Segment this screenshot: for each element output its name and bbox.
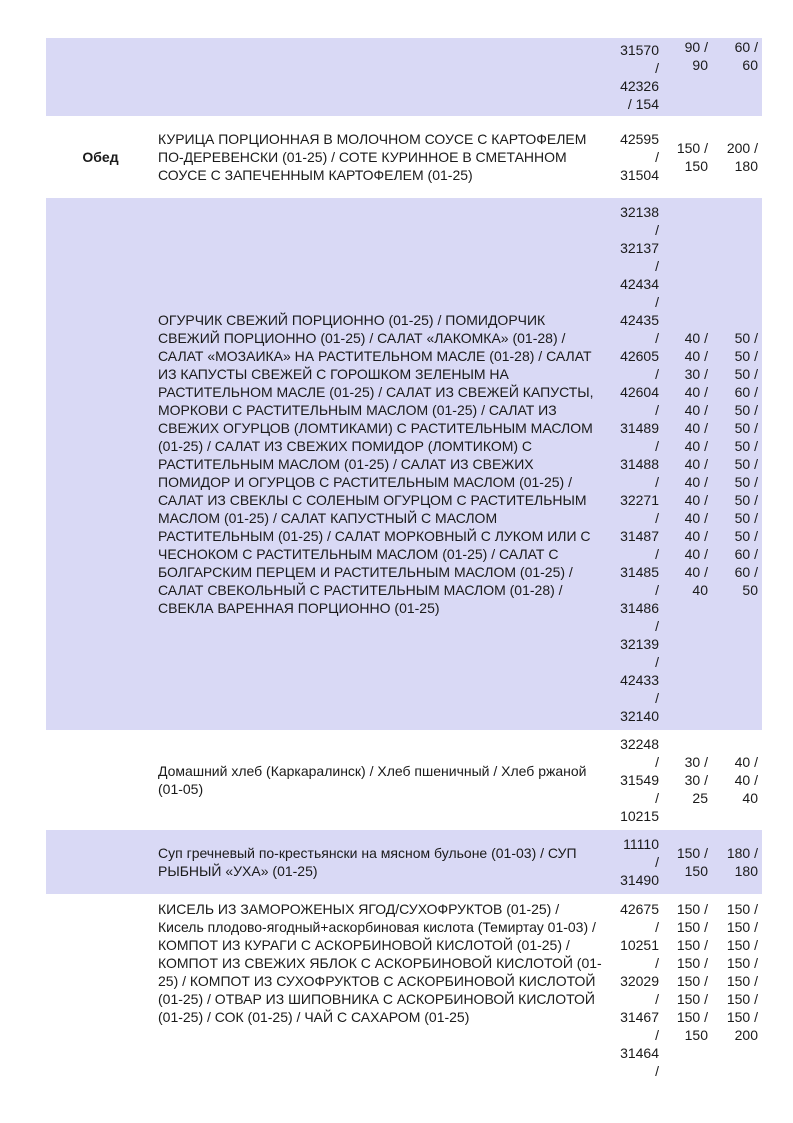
table-row — [46, 116, 762, 198]
portion-line: 40 — [692, 582, 708, 598]
portion-line: 40 / — [734, 754, 758, 770]
code-cell — [609, 116, 663, 198]
portion-2-cell — [712, 198, 762, 730]
portion-line: 40 / — [684, 456, 708, 472]
portion-line: 150 / — [676, 901, 708, 917]
portion-line: 50 / — [734, 474, 758, 490]
table-row — [46, 730, 762, 830]
code-line: / — [655, 618, 659, 634]
code-line: 31487 — [620, 528, 659, 544]
code-line: / — [655, 790, 659, 806]
meal-cell — [46, 730, 155, 830]
dish-cell: КИСЕЛЬ ИЗ ЗАМОРОЖЕНЫХ ЯГОД/СУХОФРУКТОВ (01-25) / Кисель плодово-ягодный+аскорбиновая кислота (Темиртау 01-03) / КОМПОТ ИЗ КУРАГИ С АСКОРБИНОВОЙ КИСЛОТОЙ (01-25) / КОМПОТ ИЗ СВЕЖИХ ЯБЛОК С АСКОРБИНОВОЙ КИСЛОТОЙ (01-25) / КОМПОТ ИЗ СУХОФРУКТОВ С АСКОРБИНОВОЙ КИСЛОТОЙ (01-25) / ОТВАР ИЗ ШИПОВНИКА С АСКОРБИНОВОЙ КИСЛОТОЙ (01-25) / СОК (01-25) / ЧАЙ С САХАРОМ (01-25) — [158, 901, 602, 1025]
portion-line: 150 / — [676, 919, 708, 935]
meal-cell — [46, 830, 155, 894]
portion-line: 180 — [734, 863, 758, 879]
code-line: 42326 — [620, 78, 659, 94]
portion-line: 50 / — [734, 492, 758, 508]
portion-line: 50 / — [734, 402, 758, 418]
portion-line: 180 — [734, 158, 758, 174]
portion-line: 40 / — [684, 438, 708, 454]
portion-line: 40 / — [684, 384, 708, 400]
portion-line: 50 / — [734, 420, 758, 436]
code-line: 32029 — [620, 973, 659, 989]
code-line: / — [655, 330, 659, 346]
portion-line: 150 — [684, 158, 708, 174]
code-line: 31490 — [620, 872, 659, 888]
portion-line: 40 / — [684, 510, 708, 526]
code-line: / — [655, 366, 659, 382]
code-line: / — [655, 294, 659, 310]
code-line: 32271 — [620, 492, 659, 508]
dish-cell: ОГУРЧИК СВЕЖИЙ ПОРЦИОННО (01-25) / ПОМИДОРЧИК СВЕЖИЙ ПОРЦИОННО (01-25) / САЛАТ «ЛАКОМКА» (01-28) / САЛАТ «МОЗАИКА» НА РАСТИТЕЛЬНОМ МАСЛЕ (01-28) / САЛАТ ИЗ КАПУСТЫ СВЕЖЕЙ С ГОРОШКОМ ЗЕЛЕНЫМ НА РАСТИТЕЛЬНОМ МАСЛЕ (01-25) / САЛАТ ИЗ СВЕЖЕЙ КАПУСТЫ, МОРКОВИ С РАСТИТЕЛЬНЫМ МАСЛОМ (01-25) / САЛАТ ИЗ СВЕЖИХ ОГУРЦОВ (ЛОМТИКАМИ) С РАСТИТЕЛЬНЫМ МАСЛОМ (01-25) / САЛАТ ИЗ СВЕЖИХ ПОМИДОР (ЛОМТИКОМ) С РАСТИТЕЛЬНЫМ МАСЛОМ (01-25) / САЛАТ ИЗ СВЕЖИХ ПОМИДОР И ОГУРЦОВ С РАСТИТЕЛЬНЫМ МАСЛОМ (01-25) / САЛАТ ИЗ СВЕКЛЫ С СОЛЕНЫМ ОГУРЦОМ С РАСТИТЕЛЬНЫМ МАСЛОМ (01-25) / САЛАТ КАПУСТНЫЙ С МАСЛОМ РАСТИТЕЛЬНЫМ (01-25) / САЛАТ МОРКОВНЫЙ С ЛУКОМ ИЛИ С ЧЕСНОКОМ С РАСТИТЕЛЬНЫМ МАСЛОМ (01-25) / САЛАТ С БОЛГАРСКИМ ПЕРЦЕМ И РАСТИТЕЛЬНЫМ МАСЛОМ (01-25) / САЛАТ СВЕКОЛЬНЫЙ С РАСТИТЕЛЬНЫМ МАСЛОМ (01-28) / СВЕКЛА ВАРЕННАЯ ПОРЦИОННО (01-25) — [155, 198, 609, 730]
table-row — [46, 894, 762, 1084]
code-line: 31489 — [620, 420, 659, 436]
portion-line: 40 / — [684, 348, 708, 364]
dish-cell: Домашний хлеб (Каркаралинск) / Хлеб пшеничный / Хлеб ржаной (01-05) — [158, 763, 587, 797]
portion-line: 50 / — [734, 510, 758, 526]
code-line: 10251 — [620, 937, 659, 953]
portion-line: 40 / — [684, 420, 708, 436]
portion-line: 40 — [742, 790, 758, 806]
code-line: / 154 — [627, 96, 659, 112]
code-line: 42604 — [620, 384, 659, 400]
portion-line: 50 / — [734, 348, 758, 364]
menu-table — [46, 38, 762, 1084]
portion-1-cell — [663, 830, 712, 894]
portion-line: 60 / — [734, 384, 758, 400]
portion-1-cell — [663, 198, 712, 730]
dish-cell — [155, 38, 609, 116]
portion-line: 40 / — [684, 564, 708, 580]
portion-line: 150 — [684, 1027, 708, 1043]
dish-cell: КУРИЦА ПОРЦИОННАЯ В МОЛОЧНОМ СОУСЕ С КАРТОФЕЛЕМ ПО-ДЕРЕВЕНСКИ (01-25) / СОТЕ КУРИННОЕ В СМЕТАННОМ СОУСЕ С ЗАПЕЧЕННЫМ КАРТОФЕЛЕМ (01-25) — [158, 131, 587, 183]
portion-1-cell — [663, 38, 712, 116]
portion-line: 60 / — [734, 546, 758, 562]
portion-line: 40 / — [684, 528, 708, 544]
code-cell — [609, 894, 663, 1084]
code-line: 31485 — [620, 564, 659, 580]
table-row — [46, 198, 762, 730]
portion-line: 150 / — [726, 991, 758, 1007]
portion-line: 150 — [684, 863, 708, 879]
portion-line: 60 — [742, 57, 758, 73]
code-line: / — [655, 510, 659, 526]
code-line: 42605 — [620, 348, 659, 364]
code-line: / — [655, 149, 659, 165]
portion-line: 50 / — [734, 438, 758, 454]
portion-line: 150 / — [726, 901, 758, 917]
code-line: 42433 — [620, 672, 659, 688]
table-row — [46, 830, 762, 894]
table-row — [46, 38, 762, 116]
meal-cell — [46, 38, 155, 116]
portion-line: 180 / — [726, 845, 758, 861]
code-line: 42435 — [620, 312, 659, 328]
portion-2-cell — [712, 38, 762, 116]
portion-line: 40 / — [684, 402, 708, 418]
portion-1-cell — [663, 730, 712, 830]
code-line: 11110 — [623, 836, 659, 852]
portion-2-cell — [712, 730, 762, 830]
code-cell — [609, 830, 663, 894]
code-line: 31486 — [620, 600, 659, 616]
portion-line: 40 / — [684, 330, 708, 346]
code-line: / — [655, 654, 659, 670]
code-line: / — [655, 60, 659, 76]
portion-line: 30 / — [684, 754, 708, 770]
code-line: / — [655, 1063, 659, 1079]
code-line: 32139 — [620, 636, 659, 652]
portion-line: 60 / — [734, 564, 758, 580]
dish-cell: Суп гречневый по-крестьянски на мясном бульоне (01-03) / СУП РЫБНЫЙ «УХА» (01-25) — [155, 830, 609, 894]
portion-line: 90 / — [684, 39, 708, 55]
portion-line: 150 / — [726, 937, 758, 953]
code-line: / — [655, 690, 659, 706]
code-cell — [609, 730, 663, 830]
code-line: 32137 — [620, 240, 659, 256]
code-line: 10215 — [620, 808, 659, 824]
code-line: 42434 — [620, 276, 659, 292]
portion-line: 50 / — [734, 366, 758, 382]
code-line: / — [655, 582, 659, 598]
meal-cell: Обед — [82, 149, 119, 165]
code-line: / — [655, 438, 659, 454]
portion-line: 50 / — [734, 456, 758, 472]
portion-2-cell — [712, 830, 762, 894]
portion-line: 30 / — [684, 366, 708, 382]
portion-line: 150 / — [676, 991, 708, 1007]
portion-line: 50 / — [734, 528, 758, 544]
code-line: / — [655, 222, 659, 238]
code-line: 32140 — [620, 708, 659, 724]
portion-line: 90 — [692, 57, 708, 73]
portion-line: 50 — [742, 582, 758, 598]
code-line: 32248 — [620, 736, 659, 752]
portion-line: 150 / — [676, 937, 708, 953]
portion-line: 150 / — [676, 845, 708, 861]
portion-line: 40 / — [684, 492, 708, 508]
code-line: 31570 — [620, 42, 659, 58]
portion-line: 40 / — [734, 772, 758, 788]
portion-line: 60 / — [734, 39, 758, 55]
code-line: / — [655, 402, 659, 418]
meal-cell — [46, 198, 155, 730]
code-line: / — [655, 1027, 659, 1043]
code-line: / — [655, 258, 659, 274]
portion-line: 150 / — [726, 955, 758, 971]
portion-line: 150 / — [726, 973, 758, 989]
portion-line: 150 / — [726, 1009, 758, 1025]
portion-1-cell — [663, 894, 712, 1084]
code-line: / — [655, 546, 659, 562]
code-line: / — [655, 474, 659, 490]
portion-line: 150 / — [726, 919, 758, 935]
portion-2-cell — [712, 894, 762, 1084]
code-line: / — [655, 919, 659, 935]
portion-1-cell — [663, 116, 712, 198]
portion-line: 150 / — [676, 1009, 708, 1025]
code-line: / — [655, 754, 659, 770]
code-line: / — [655, 854, 659, 870]
code-line: / — [655, 955, 659, 971]
code-line: / — [655, 991, 659, 1007]
code-line: 31549 — [620, 772, 659, 788]
portion-line: 150 / — [676, 955, 708, 971]
portion-line: 200 — [734, 1027, 758, 1043]
code-cell — [609, 198, 663, 730]
portion-line: 50 / — [734, 330, 758, 346]
portion-line: 40 / — [684, 546, 708, 562]
code-line: 31488 — [620, 456, 659, 472]
portion-line: 150 / — [676, 140, 708, 156]
portion-2-cell — [712, 116, 762, 198]
code-line: 31504 — [620, 167, 659, 183]
code-cell — [609, 38, 663, 116]
portion-line: 150 / — [676, 973, 708, 989]
code-line: 42595 — [620, 131, 659, 147]
portion-line: 30 / — [684, 772, 708, 788]
code-line: 31464 — [620, 1045, 659, 1061]
code-line: 31467 — [620, 1009, 659, 1025]
portion-line: 25 — [692, 790, 708, 806]
portion-line: 40 / — [684, 474, 708, 490]
meal-cell — [46, 894, 155, 1084]
code-line: 32138 — [620, 204, 659, 220]
code-line: 42675 — [620, 901, 659, 917]
portion-line: 200 / — [726, 140, 758, 156]
